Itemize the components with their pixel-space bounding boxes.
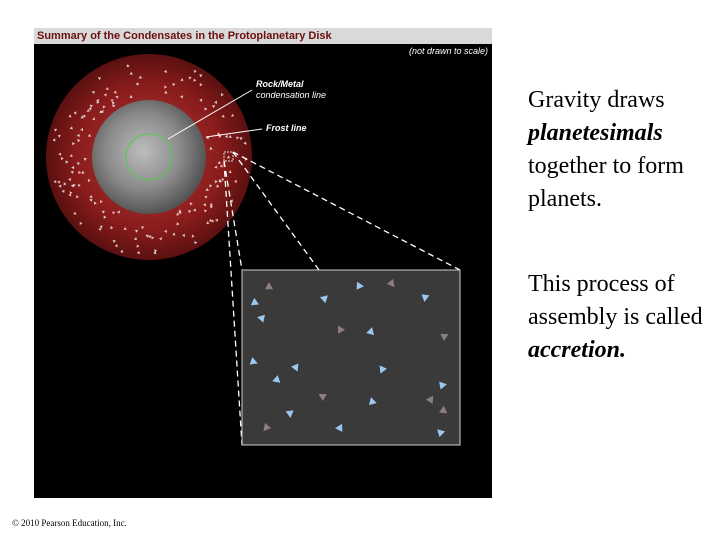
accretion-term: accretion. [528, 337, 626, 363]
condensates-figure [34, 28, 492, 498]
copyright: © 2010 Pearson Education, Inc. [12, 518, 127, 528]
slide-text [528, 84, 713, 367]
rock-metal-label-line1: Rock/Metal [256, 79, 304, 89]
planetesimals-term: planetesimals [528, 120, 663, 146]
scale-note: (not drawn to scale) [408, 46, 488, 56]
zoom-line-2 [233, 152, 460, 270]
paragraph-accretion: This process of assembly is called accretion. [528, 271, 703, 363]
figure-title: Summary of the Condensates in the Protoplanetary Disk [34, 28, 492, 44]
zoom-line-1 [233, 152, 319, 270]
paragraph-gravity: Gravity draws planetesimals together to form planets. [528, 87, 684, 212]
frost-line-region [92, 100, 206, 214]
frost-line-label: Frost line [266, 123, 307, 133]
rock-metal-label-line2: condensation line [256, 90, 327, 100]
rock-metal-label [256, 79, 326, 101]
